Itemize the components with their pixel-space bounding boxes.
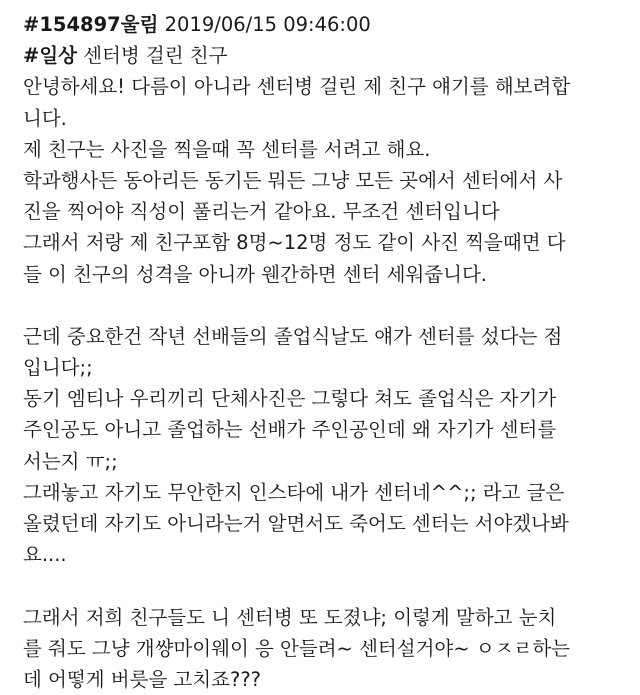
post-id: #154897울림: [23, 13, 159, 36]
post-header: [23, 9, 623, 40]
body-line: 그래서 저희 친구들도 니 센터병 또 도졌냐; 이렇게 말하고 눈치: [23, 605, 557, 629]
body-line: 올렸던데 자기도 아니라는거 알면서도 죽어도 센터는 서야겠나봐: [23, 512, 569, 535]
body-line: 그래서 저랑 제 친구포함 8명~12명 정도 같이 사진 찍을때면 다: [23, 231, 566, 255]
post-subtitle: [23, 40, 623, 71]
body-line: 학과행사든 동아리든 동기든 뭐든 그냥 모든 곳에서 센터에서 사: [23, 168, 563, 192]
body-line: 들 이 친구의 성격을 아니까 웬간하면 센터 세워줍니다.: [23, 262, 488, 286]
body-line: 그래놓고 자기도 무안한지 인스타에 내가 센터네^^;; 라고 글은: [23, 480, 565, 504]
body-line: 데 어떻게 버릇을 고치죠???: [23, 667, 262, 691]
paragraph-break: [23, 570, 623, 601]
body-line: 안녕하세요! 다름이 아니라 센터병 걸린 제 친구 얘기를 해보려합: [23, 75, 571, 99]
category-tag: #일상: [23, 44, 78, 68]
post-datetime: 2019/06/15 09:46:00: [164, 13, 371, 36]
body-line: 입니다;;: [23, 356, 93, 380]
body-line: 동기 엠티나 우리끼리 단체사진은 그렇다 쳐도 졸업식은 자기가: [23, 387, 557, 411]
body-line: 서는지 ㅠ;;: [23, 449, 118, 473]
body-line: 제 친구는 사진을 찍을때 꼭 센터를 서려고 해요.: [23, 137, 431, 161]
body-line: 를 줘도 그냥 개썅마이웨이 응 안들려~ 센터설거야~ ㅇㅈㄹ하는: [23, 636, 570, 660]
post-title: 센터병 걸린 친구: [83, 44, 228, 68]
body-line: 니다.: [23, 106, 67, 130]
body-line: 근데 중요한건 작년 선배들의 졸업식날도 얘가 센터를 섰다는 점: [23, 324, 563, 348]
body-line: 요....: [23, 543, 67, 567]
paragraph-break: [23, 290, 623, 321]
post-content: [23, 9, 623, 695]
body-line: 주인공도 아니고 졸업하는 선배가 주인공인데 왜 자기가 센터를: [23, 418, 557, 442]
body-line: 진을 찍어야 직성이 풀리는거 같아요. 무조건 센터입니다: [23, 200, 500, 224]
